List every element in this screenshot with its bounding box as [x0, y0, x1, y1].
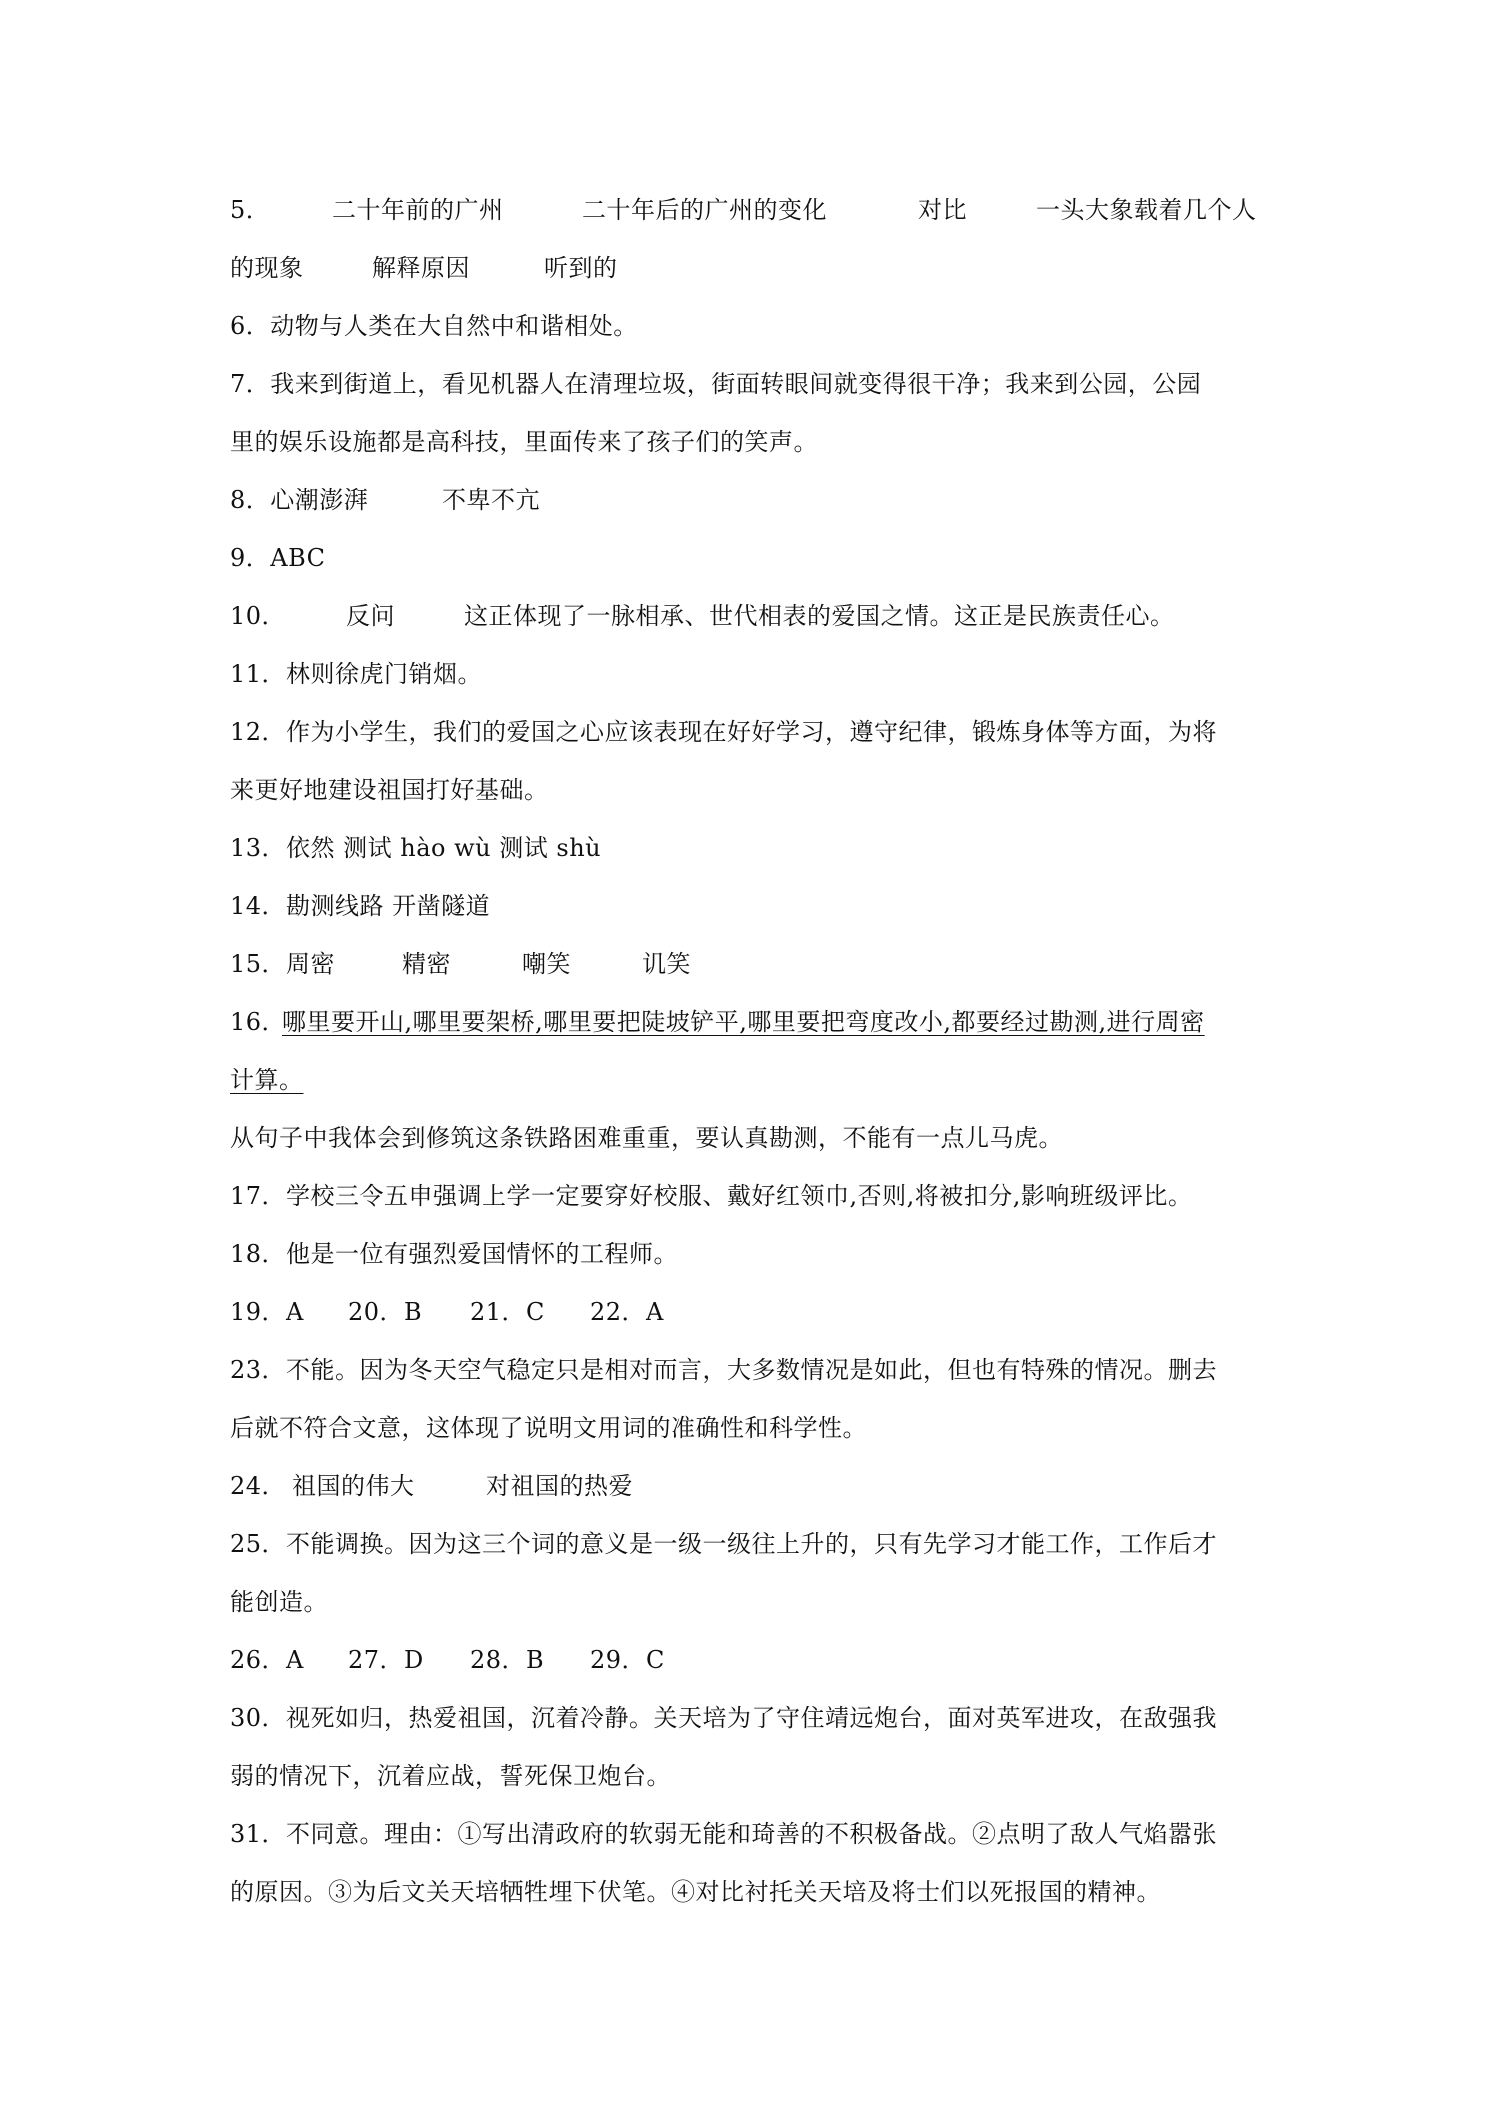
answer-5-part-3: 对比	[918, 196, 967, 224]
answer-5-part-4: 一头大象载着几个人	[1036, 196, 1257, 224]
answer-24-number: 24．	[230, 1472, 287, 1500]
answer-5-number: 5．	[230, 196, 271, 224]
answer-8-part-2: 不卑不亢	[442, 486, 540, 514]
answer-31-line-1: 31．不同意。理由：①写出清政府的软弱无能和琦善的不积极备战。②点明了敌人气焰嚣张	[230, 1820, 1218, 1848]
answer-5-part-1: 二十年前的广州	[332, 196, 504, 224]
answer-15-part-1: 15．周密	[230, 950, 336, 978]
answer-5-part-7: 听到的	[544, 254, 618, 282]
answer-19-22	[230, 1297, 1270, 1327]
answer-21: 21．C	[470, 1298, 545, 1326]
answer-5-part-6: 解释原因	[372, 254, 470, 282]
answer-5-line-2	[230, 253, 1270, 283]
answer-16-underlined-sentence: 哪里要开山,哪里要架桥,哪里要把陡坡铲平,哪里要把弯度改小,都要经过勘测,进行周密	[282, 1008, 1205, 1036]
answer-5-part-2: 二十年后的广州的变化	[582, 196, 827, 224]
answer-16-line-2	[230, 1065, 1270, 1095]
answer-13: 13．依然 测试 hào wù 测试 shù	[230, 834, 602, 862]
answer-15-part-4: 讥笑	[642, 950, 691, 978]
answer-15	[230, 949, 1270, 979]
answer-27: 27．D	[348, 1646, 424, 1674]
answer-23-line-1: 23．不能。因为冬天空气稳定只是相对而言，大多数情况是如此，但也有特殊的情况。删去	[230, 1356, 1218, 1384]
answer-16-underlined-end: 计算。	[230, 1066, 304, 1094]
answer-29: 29．C	[590, 1646, 665, 1674]
answer-12-line-2: 来更好地建设祖国打好基础。	[230, 776, 549, 804]
answer-16-line-3: 从句子中我体会到修筑这条铁路困难重重，要认真勘测，不能有一点儿马虎。	[230, 1124, 1063, 1152]
answer-5-line-1	[230, 195, 1270, 225]
answer-10-part-1: 反问	[346, 602, 395, 630]
answer-25-line-1: 25．不能调换。因为这三个词的意义是一级一级往上升的，只有先学习才能工作，工作后才	[230, 1530, 1218, 1558]
answer-16-line-1	[230, 1007, 1270, 1037]
answer-11: 11．林则徐虎门销烟。	[230, 660, 483, 688]
answer-26: 26．A	[230, 1646, 304, 1674]
answer-24-part-1: 祖国的伟大	[292, 1472, 415, 1500]
answer-10-part-2: 这正体现了一脉相承、世代相表的爱国之情。这正是民族责任心。	[464, 602, 1175, 630]
answer-15-part-3: 嘲笑	[522, 950, 571, 978]
answer-20: 20．B	[348, 1298, 423, 1326]
answer-7-line-2: 里的娱乐设施都是高科技，里面传来了孩子们的笑声。	[230, 428, 818, 456]
answer-17: 17．学校三令五申强调上学一定要穿好校服、戴好红领巾,否则,将被扣分,影响班级评比。	[230, 1182, 1193, 1210]
answer-25-line-2: 能创造。	[230, 1588, 328, 1616]
answer-31-line-2: 的原因。③为后文关天培牺牲埋下伏笔。④对比衬托关天培及将士们以死报国的精神。	[230, 1878, 1161, 1906]
answer-14: 14．勘测线路 开凿隧道	[230, 892, 491, 920]
answer-22: 22．A	[590, 1298, 664, 1326]
answer-5-part-5: 的现象	[230, 254, 304, 282]
answer-19: 19．A	[230, 1298, 304, 1326]
answer-30-line-2: 弱的情况下，沉着应战，誓死保卫炮台。	[230, 1762, 671, 1790]
answer-16-number: 16．	[230, 1008, 287, 1036]
answer-6: 6．动物与人类在大自然中和谐相处。	[230, 312, 638, 340]
answer-24-part-2: 对祖国的热爱	[486, 1472, 633, 1500]
answer-8-part-1: 8．心潮澎湃	[230, 486, 369, 514]
answer-8	[230, 485, 1270, 515]
answer-28: 28．B	[470, 1646, 545, 1674]
answer-10	[230, 601, 1270, 631]
answer-26-29	[230, 1645, 1270, 1675]
answer-30-line-1: 30．视死如归，热爱祖国，沉着冷静。关天培为了守住靖远炮台，面对英军进攻，在敌强我	[230, 1704, 1218, 1732]
answer-12-line-1: 12．作为小学生，我们的爱国之心应该表现在好好学习，遵守纪律，锻炼身体等方面，为将	[230, 718, 1218, 746]
answer-23-line-2: 后就不符合文意，这体现了说明文用词的准确性和科学性。	[230, 1414, 867, 1442]
answer-18: 18．他是一位有强烈爱国情怀的工程师。	[230, 1240, 679, 1268]
answer-15-part-2: 精密	[402, 950, 451, 978]
answer-9: 9．ABC	[230, 544, 326, 572]
answer-7-line-1: 7．我来到街道上，看见机器人在清理垃圾，街面转眼间就变得很干净；我来到公园，公园	[230, 370, 1202, 398]
answer-24	[230, 1471, 1270, 1501]
answer-10-number: 10．	[230, 602, 287, 630]
